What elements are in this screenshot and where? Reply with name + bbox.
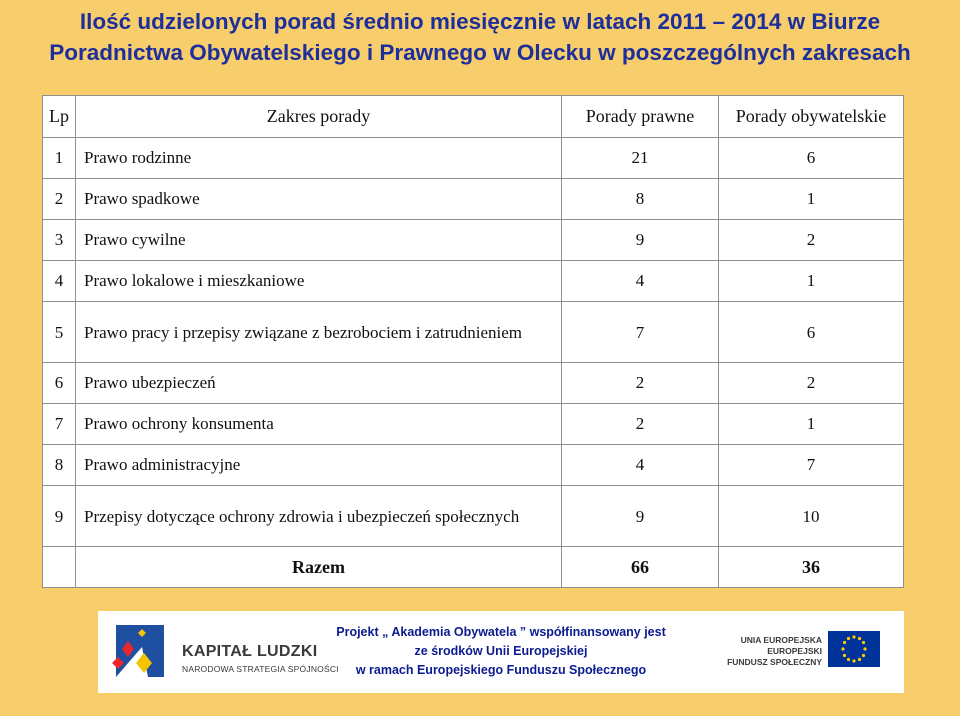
cell-obywatelskie: 1: [719, 179, 904, 220]
kapital-ludzki-subtitle: NARODOWA STRATEGIA SPÓJNOŚCI: [182, 664, 339, 674]
eu-label-line-2: EUROPEJSKI: [767, 646, 822, 656]
page-title: [0, 6, 960, 68]
cell-zakres: Prawo administracyjne: [76, 445, 562, 486]
table-row: [43, 179, 904, 220]
cell-lp: 1: [43, 138, 76, 179]
cell-prawne: 2: [562, 363, 719, 404]
cell-obywatelskie: 2: [719, 220, 904, 261]
cell-obywatelskie: 6: [719, 138, 904, 179]
kapital-ludzki-emblem-icon: [108, 619, 172, 683]
title-line-1: Ilość udzielonych porad średnio miesięcznie w latach 2011 – 2014 w Biurze: [79, 9, 881, 34]
header-porady-obywatelskie: Porady obywatelskie: [719, 96, 904, 138]
cell-lp: 8: [43, 445, 76, 486]
cell-prawne: 7: [562, 302, 719, 363]
table-row: [43, 445, 904, 486]
footer-banner: [98, 611, 904, 693]
total-label: Razem: [76, 547, 562, 588]
cell-zakres: Przepisy dotyczące ochrony zdrowia i ubezpieczeń społecznych: [76, 486, 562, 547]
eu-label-line-1: UNIA EUROPEJSKA: [740, 635, 822, 645]
cell-zakres: Prawo pracy i przepisy związane z bezrobociem i zatrudnieniem: [76, 302, 562, 363]
header-lp: Lp: [43, 96, 76, 138]
cell-prawne: 9: [562, 220, 719, 261]
eu-label-line-3: FUNDUSZ SPOŁECZNY: [727, 657, 822, 667]
cell-obywatelskie: 1: [719, 261, 904, 302]
eu-fund-label: [712, 635, 822, 668]
table-header-row: [43, 96, 904, 138]
cell-prawne: 9: [562, 486, 719, 547]
table-row: [43, 486, 904, 547]
cell-lp: 3: [43, 220, 76, 261]
cell-zakres: Prawo lokalowe i mieszkaniowe: [76, 261, 562, 302]
cell-prawne: 8: [562, 179, 719, 220]
cell-zakres: Prawo ochrony konsumenta: [76, 404, 562, 445]
cell-lp: 5: [43, 302, 76, 363]
table-row: [43, 138, 904, 179]
cell-prawne: 2: [562, 404, 719, 445]
table-row: [43, 363, 904, 404]
cell-lp-empty: [43, 547, 76, 588]
advice-table: [42, 95, 904, 588]
kapital-ludzki-title: KAPITAŁ LUDZKI: [182, 643, 318, 660]
project-info-line-2: ze środków Unii Europejskiej: [414, 644, 588, 658]
cell-lp: 2: [43, 179, 76, 220]
table-row: [43, 261, 904, 302]
header-porady-prawne: Porady prawne: [562, 96, 719, 138]
cell-lp: 6: [43, 363, 76, 404]
cell-obywatelskie: 2: [719, 363, 904, 404]
cell-lp: 9: [43, 486, 76, 547]
total-obywatelskie: 36: [719, 547, 904, 588]
cell-zakres: Prawo ubezpieczeń: [76, 363, 562, 404]
cell-lp: 7: [43, 404, 76, 445]
cell-obywatelskie: 10: [719, 486, 904, 547]
cell-lp: 4: [43, 261, 76, 302]
cell-obywatelskie: 7: [719, 445, 904, 486]
table-row: [43, 220, 904, 261]
cell-obywatelskie: 1: [719, 404, 904, 445]
title-line-2: Poradnictwa Obywatelskiego i Prawnego w Olecku w poszczególnych zakresach: [49, 40, 911, 65]
project-info: [326, 623, 676, 680]
cell-zakres: Prawo cywilne: [76, 220, 562, 261]
table-row: [43, 302, 904, 363]
cell-zakres: Prawo rodzinne: [76, 138, 562, 179]
cell-obywatelskie: 6: [719, 302, 904, 363]
total-prawne: 66: [562, 547, 719, 588]
total-row: [43, 547, 904, 588]
cell-prawne: 4: [562, 445, 719, 486]
eu-flag-icon: [828, 631, 880, 667]
header-zakres: Zakres porady: [76, 96, 562, 138]
table-row: [43, 404, 904, 445]
project-info-line-3: w ramach Europejskiego Funduszu Społecznego: [355, 663, 647, 677]
kapital-ludzki-logo: [108, 619, 339, 685]
cell-prawne: 4: [562, 261, 719, 302]
cell-zakres: Prawo spadkowe: [76, 179, 562, 220]
cell-prawne: 21: [562, 138, 719, 179]
project-info-line-1: Projekt „ Akademia Obywatela ” współfinansowany jest: [336, 625, 666, 639]
